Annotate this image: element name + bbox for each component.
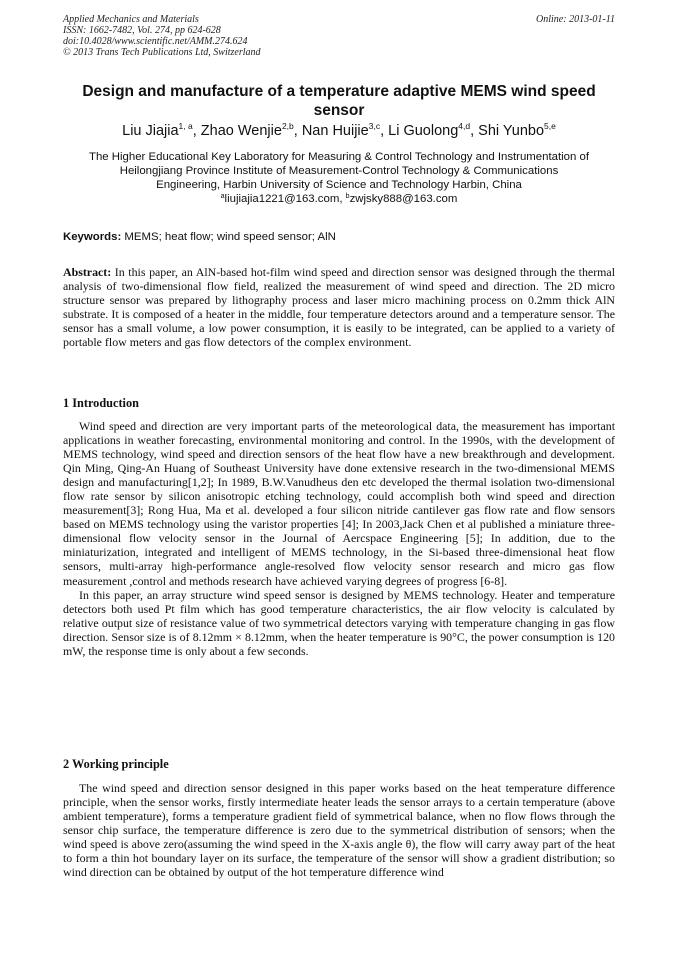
online-date: Online: 2013-01-11	[536, 14, 615, 25]
author-list	[63, 122, 615, 140]
keywords	[63, 230, 615, 244]
author-name: Zhao Wenjie	[200, 123, 282, 139]
keywords-label: Keywords:	[63, 231, 122, 243]
author-name: Li Guolong	[388, 123, 459, 139]
email-mark: a	[220, 193, 225, 201]
paragraph: Wind speed and direction are very important parts of the meteorological data, the measurement has important applications in weather forecasting, environmental monitoring and control. In the 1990s, with the development of MEMS technology, wind speed and direction sensors of the heat flow have a new breakthrough and development. Qin Ming, Qing-An Huang of Southeast University have done extensive research in the two-dimensional MEMS design and manufacturing[1,2]; In 1989, B.W.Vanudheus den etc developed the thermal isolation two-dimensional flow rate sensor by silicon anisotropic etching technology, could accomplish both wind speed and direction measurement[3]; Rong Hua, Ma et al. developed a four silicon nitride cantilever gas flow rate and flow sensors based on MEMS technology using the varistor properties [4]; In 2003,Jack Chen et al published a miniature three-dimensional flow velocity sensor in the Journal of Aercspace Engineering [5]; In addition, due to the miniaturization, integrated and intelligent of MEMS technology, in the Si-based three-dimensional heat flow sensors, multi-array high-performance angle-resolved flow velocity sensor research and micro gas flow measurement ,control and methods research have achieved varying degrees of progress [6-8].	[63, 419, 615, 588]
author-name: Liu Jiajia	[122, 123, 179, 139]
section-heading-introduction: 1 Introduction	[63, 396, 139, 410]
email-link[interactable]: liujiajia1221@163.com,	[224, 193, 346, 206]
author-affil-mark: 5,e	[544, 121, 556, 131]
email-link[interactable]: zwjsky888@163.com	[349, 193, 458, 206]
abstract-label: Abstract:	[63, 265, 112, 279]
author-separator: ,	[293, 123, 302, 139]
journal-name: Applied Mechanics and Materials	[63, 14, 199, 25]
email-line	[63, 192, 615, 206]
abstract	[63, 265, 615, 349]
paragraph: In this paper, an array structure wind speed sensor is designed by MEMS technology. Heater and temperature detectors both used Pt film which has good temperature characteristics, the air flow velocity is calculated by relative output size of resistance value of two symmetrical detectors varying with temperature changing in gas flow direction. Sensor size is of 8.12mm × 8.12mm, when the heater temperature is 90°C, the power consumption is 120 mW, the response time is only about a few seconds.	[63, 587, 615, 658]
journal-header	[63, 14, 261, 58]
doi-link[interactable]: doi:10.4028/www.scientific.net/AMM.274.624	[63, 36, 248, 47]
introduction-body	[63, 419, 615, 658]
paper-title: Design and manufacture of a temperature adaptive MEMS wind speed sensor	[82, 83, 596, 119]
author-affil-mark: 2,b	[281, 121, 294, 131]
author-affil-mark: 3,c	[368, 121, 381, 131]
section-heading-working-principle: 2 Working principle	[63, 757, 169, 771]
author-separator: ,	[192, 123, 201, 139]
author-name: Nan Huijie	[301, 123, 369, 139]
issn-line: ISSN: 1662-7482, Vol. 274, pp 624-628	[63, 25, 221, 36]
paragraph: The wind speed and direction sensor designed in this paper works based on the heat temperature difference principle, when the sensor works, firstly intermediate heater leads the sensor arrays to a certain temperature (above ambient temperature), forms a temperature gradient field of symmetrical balance, when no flow flows through the sensor chip surface, the temperature difference is zero due to the symmetrical distribution of sensors; when the wind speed is above zero(assuming the wind speed in the X-axis angle θ), the flow will carry away part of the heat to form a thin hot boundary layer on its surface, the temperature of the sensor will show a gradient distribution; so wind direction can be obtained by output of the hot temperature difference wind	[63, 781, 615, 880]
author-affil-mark: 1, a	[178, 121, 193, 131]
affiliation	[63, 150, 615, 206]
working-principle-body	[63, 781, 615, 879]
affiliation-line: Engineering, Harbin University of Science and Technology Harbin, China	[156, 179, 522, 192]
author-separator: ,	[470, 123, 479, 139]
affiliation-line: The Higher Educational Key Laboratory for Measuring & Control Technology and Instrumentation of	[89, 151, 589, 163]
keywords-text: MEMS; heat flow; wind speed sensor; AlN	[121, 231, 336, 243]
email-mark: b	[345, 193, 350, 201]
abstract-text: In this paper, an AlN-based hot-film wind speed and direction sensor was designed through the thermal analysis of two-dimensional flow field, realized the measurement of wind speed and direction. The 2D micro structure sensor was prepared by lithography process and laser micro machining process on 0.2mm thick AlN substrate. It is composed of a heater in the middle, four temperature detectors around and a temperature sensor. The sensor has a small volume, a low power consumption, it is easily to be integrated, can be applied to a variety of portable flow meters and gas flow detectors of the complex environment.	[63, 265, 615, 350]
author-name: Shi Yunbo	[478, 123, 545, 139]
author-separator: ,	[380, 123, 389, 139]
affiliation-line: Heilongjiang Province Institute of Measurement-Control Technology & Communications	[119, 165, 559, 178]
author-affil-mark: 4,d	[458, 121, 471, 131]
copyright-line: © 2013 Trans Tech Publications Ltd, Switzerland	[63, 47, 261, 58]
